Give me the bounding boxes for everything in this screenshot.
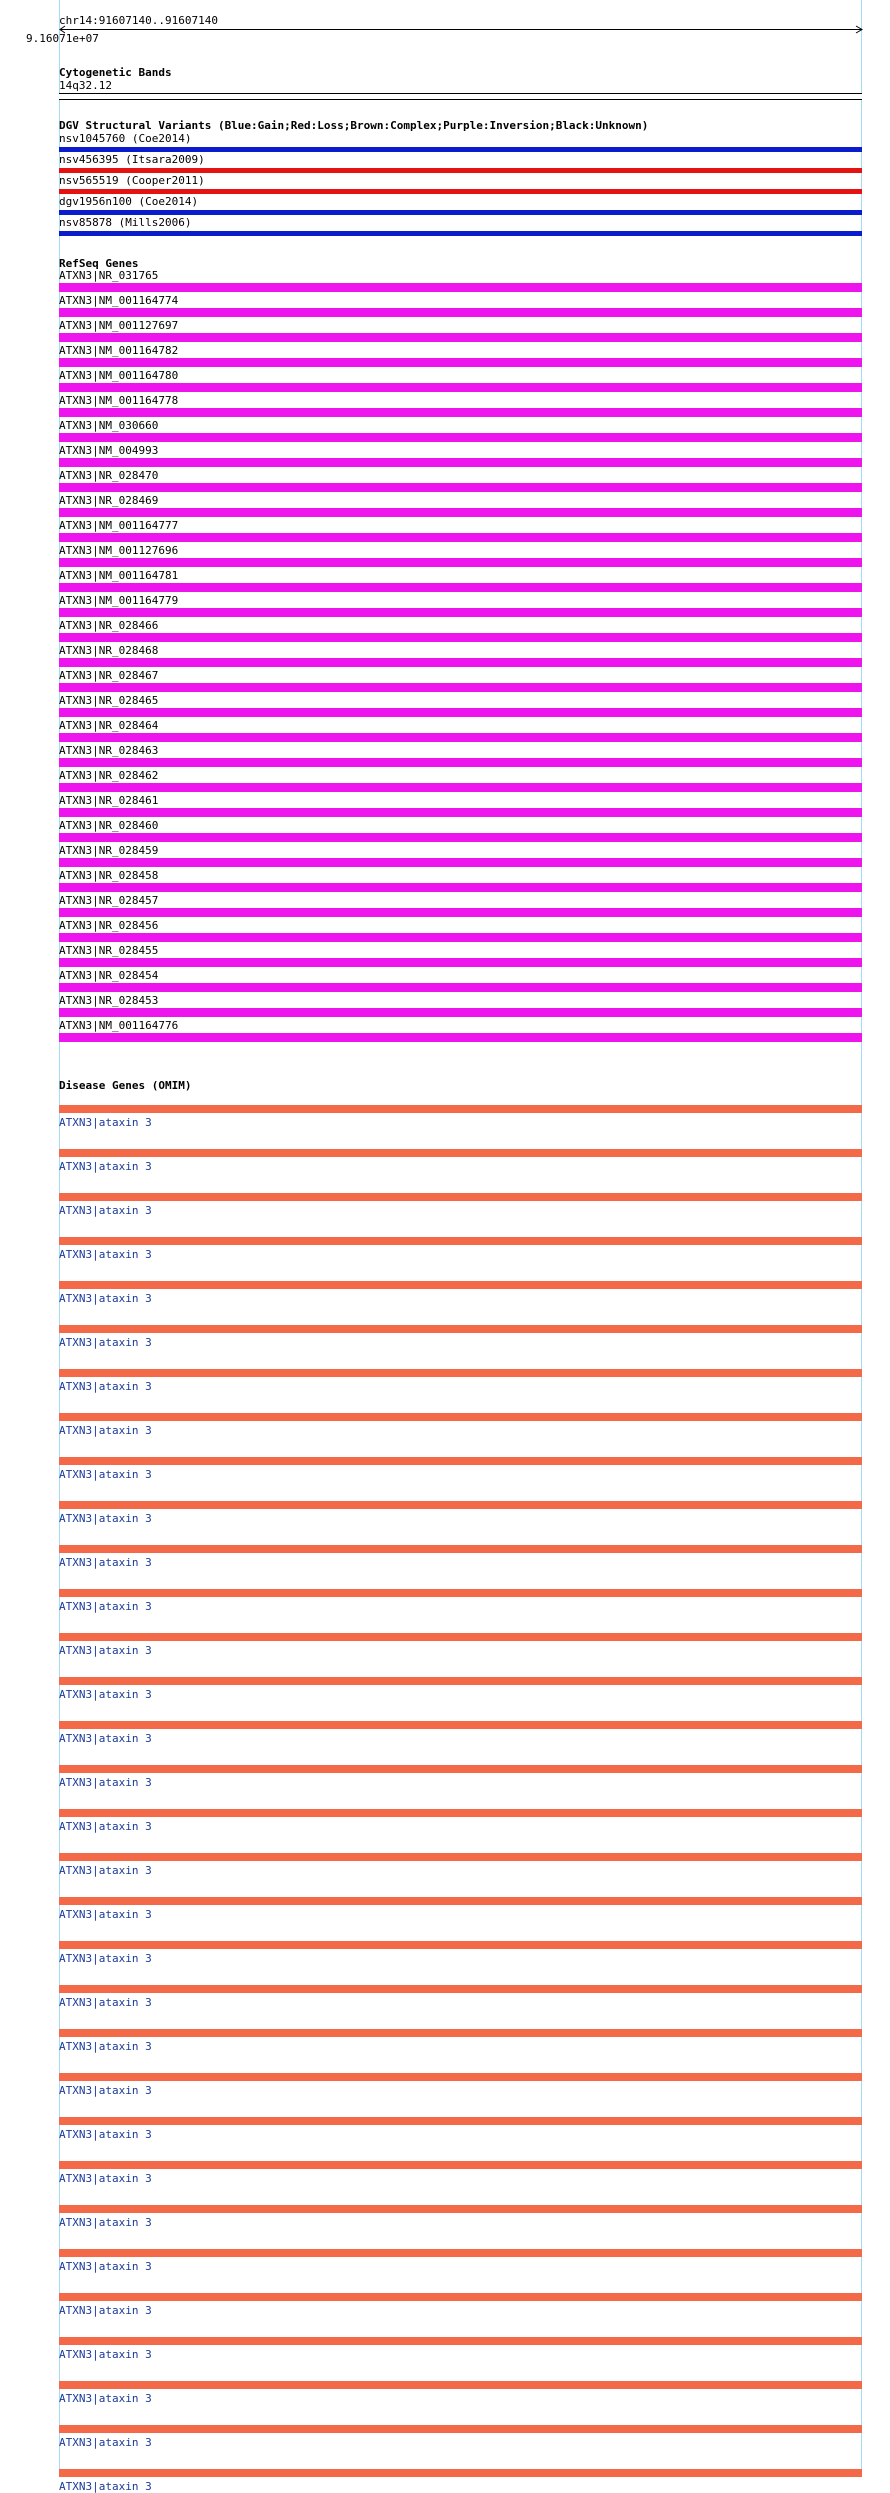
omim-gene-label[interactable]: ATXN3|ataxin 3 bbox=[59, 1468, 152, 1481]
omim-gene-label[interactable]: ATXN3|ataxin 3 bbox=[59, 1248, 152, 1261]
omim-gene-label[interactable]: ATXN3|ataxin 3 bbox=[59, 1292, 152, 1305]
refseq-gene-label[interactable]: ATXN3|NR_028467 bbox=[59, 669, 159, 682]
omim-gene-label[interactable]: ATXN3|ataxin 3 bbox=[59, 1380, 152, 1393]
refseq-gene-label[interactable]: ATXN3|NM_001127696 bbox=[59, 544, 179, 557]
omim-gene-bar[interactable] bbox=[59, 2029, 862, 2037]
coordinate-label: chr14:91607140..91607140 bbox=[59, 14, 218, 27]
refseq-gene-bar[interactable] bbox=[59, 308, 862, 317]
refseq-gene-bar[interactable] bbox=[59, 958, 862, 967]
omim-gene-bar[interactable] bbox=[59, 1501, 862, 1509]
dgv-variant-bar[interactable] bbox=[59, 189, 862, 194]
refseq-gene-bar[interactable] bbox=[59, 558, 862, 567]
omim-gene-label[interactable]: ATXN3|ataxin 3 bbox=[59, 1116, 152, 1129]
omim-gene-label[interactable]: ATXN3|ataxin 3 bbox=[59, 1732, 152, 1745]
omim-gene-bar[interactable] bbox=[59, 1941, 862, 1949]
omim-gene-bar[interactable] bbox=[59, 2249, 862, 2257]
refseq-gene-label[interactable]: ATXN3|NM_001164776 bbox=[59, 1019, 179, 1032]
omim-gene-bar[interactable] bbox=[59, 1897, 862, 1905]
omim-gene-bar[interactable] bbox=[59, 1237, 862, 1245]
refseq-gene-bar[interactable] bbox=[59, 1008, 862, 1017]
omim-gene-label[interactable]: ATXN3|ataxin 3 bbox=[59, 2128, 152, 2141]
omim-gene-label[interactable]: ATXN3|ataxin 3 bbox=[59, 1864, 152, 1877]
omim-gene-bar[interactable] bbox=[59, 1633, 862, 1641]
omim-gene-label[interactable]: ATXN3|ataxin 3 bbox=[59, 2260, 152, 2273]
dgv-variant-bar[interactable] bbox=[59, 210, 862, 215]
refseq-gene-label[interactable]: ATXN3|NM_030660 bbox=[59, 419, 159, 432]
omim-gene-bar[interactable] bbox=[59, 1545, 862, 1553]
dgv-variant-bar[interactable] bbox=[59, 147, 862, 152]
refseq-gene-bar[interactable] bbox=[59, 783, 862, 792]
refseq-gene-label[interactable]: ATXN3|NR_028464 bbox=[59, 719, 159, 732]
omim-gene-label[interactable]: ATXN3|ataxin 3 bbox=[59, 2172, 152, 2185]
omim-track-title: Disease Genes (OMIM) bbox=[59, 1079, 192, 1092]
refseq-gene-bar[interactable] bbox=[59, 808, 862, 817]
omim-gene-bar[interactable] bbox=[59, 1765, 862, 1773]
refseq-gene-bar[interactable] bbox=[59, 358, 862, 367]
refseq-gene-bar[interactable] bbox=[59, 608, 862, 617]
refseq-gene-bar[interactable] bbox=[59, 1033, 862, 1042]
dgv-variant-bar[interactable] bbox=[59, 168, 862, 173]
omim-gene-bar[interactable] bbox=[59, 1589, 862, 1597]
omim-gene-label[interactable]: ATXN3|ataxin 3 bbox=[59, 2348, 152, 2361]
omim-gene-bar[interactable] bbox=[59, 1809, 862, 1817]
omim-gene-bar[interactable] bbox=[59, 2425, 862, 2433]
omim-gene-bar[interactable] bbox=[59, 2117, 862, 2125]
omim-gene-label[interactable]: ATXN3|ataxin 3 bbox=[59, 1908, 152, 1921]
refseq-gene-label[interactable]: ATXN3|NR_028455 bbox=[59, 944, 159, 957]
omim-gene-bar[interactable] bbox=[59, 1413, 862, 1421]
omim-gene-bar[interactable] bbox=[59, 1853, 862, 1861]
refseq-gene-bar[interactable] bbox=[59, 433, 862, 442]
refseq-gene-label[interactable]: ATXN3|NR_028461 bbox=[59, 794, 159, 807]
refseq-gene-bar[interactable] bbox=[59, 708, 862, 717]
omim-gene-label[interactable]: ATXN3|ataxin 3 bbox=[59, 1996, 152, 2009]
refseq-track-title: RefSeq Genes bbox=[59, 257, 139, 270]
omim-gene-label[interactable]: ATXN3|ataxin 3 bbox=[59, 2436, 152, 2449]
refseq-gene-label[interactable]: ATXN3|NM_001164779 bbox=[59, 594, 179, 607]
omim-gene-label[interactable]: ATXN3|ataxin 3 bbox=[59, 1644, 152, 1657]
dgv-variant-label[interactable]: dgv1956n100 (Coe2014) bbox=[59, 195, 199, 208]
dgv-variant-label[interactable]: nsv1045760 (Coe2014) bbox=[59, 132, 192, 145]
cytoband-label: 14q32.12 bbox=[59, 79, 112, 92]
refseq-gene-label[interactable]: ATXN3|NR_028460 bbox=[59, 819, 159, 832]
refseq-gene-label[interactable]: ATXN3|NR_028470 bbox=[59, 469, 159, 482]
omim-gene-bar[interactable] bbox=[59, 1457, 862, 1465]
refseq-gene-bar[interactable] bbox=[59, 858, 862, 867]
refseq-gene-bar[interactable] bbox=[59, 408, 862, 417]
refseq-gene-label[interactable]: ATXN3|NR_028468 bbox=[59, 644, 159, 657]
cytoband-glyph bbox=[59, 93, 862, 100]
refseq-gene-label[interactable]: ATXN3|NM_001164774 bbox=[59, 294, 179, 307]
omim-gene-label[interactable]: ATXN3|ataxin 3 bbox=[59, 2304, 152, 2317]
dgv-variant-label[interactable]: nsv456395 (Itsara2009) bbox=[59, 153, 205, 166]
omim-gene-bar[interactable] bbox=[59, 2293, 862, 2301]
refseq-gene-bar[interactable] bbox=[59, 983, 862, 992]
refseq-gene-label[interactable]: ATXN3|NR_028456 bbox=[59, 919, 159, 932]
dgv-variant-label[interactable]: nsv85878 (Mills2006) bbox=[59, 216, 192, 229]
dgv-variant-bar[interactable] bbox=[59, 231, 862, 236]
refseq-gene-label[interactable]: ATXN3|NR_028459 bbox=[59, 844, 159, 857]
omim-gene-bar[interactable] bbox=[59, 2073, 862, 2081]
refseq-gene-bar[interactable] bbox=[59, 883, 862, 892]
refseq-gene-label[interactable]: ATXN3|NR_031765 bbox=[59, 269, 159, 282]
omim-gene-bar[interactable] bbox=[59, 1105, 862, 1113]
omim-gene-label[interactable]: ATXN3|ataxin 3 bbox=[59, 1336, 152, 1349]
refseq-gene-bar[interactable] bbox=[59, 333, 862, 342]
omim-gene-bar[interactable] bbox=[59, 1985, 862, 1993]
refseq-gene-bar[interactable] bbox=[59, 633, 862, 642]
omim-gene-label[interactable]: ATXN3|ataxin 3 bbox=[59, 1424, 152, 1437]
refseq-gene-bar[interactable] bbox=[59, 283, 862, 292]
omim-gene-label[interactable]: ATXN3|ataxin 3 bbox=[59, 1820, 152, 1833]
scale-label: 9.16071e+07 bbox=[26, 32, 99, 45]
omim-gene-label[interactable]: ATXN3|ataxin 3 bbox=[59, 1204, 152, 1217]
omim-gene-bar[interactable] bbox=[59, 1325, 862, 1333]
omim-gene-label[interactable]: ATXN3|ataxin 3 bbox=[59, 1600, 152, 1613]
omim-gene-label[interactable]: ATXN3|ataxin 3 bbox=[59, 2392, 152, 2405]
refseq-gene-label[interactable]: ATXN3|NM_001164777 bbox=[59, 519, 179, 532]
omim-gene-label[interactable]: ATXN3|ataxin 3 bbox=[59, 1776, 152, 1789]
cytoband-track-title: Cytogenetic Bands bbox=[59, 66, 172, 79]
omim-gene-bar[interactable] bbox=[59, 2205, 862, 2213]
omim-gene-bar[interactable] bbox=[59, 1281, 862, 1289]
refseq-gene-bar[interactable] bbox=[59, 483, 862, 492]
refseq-gene-bar[interactable] bbox=[59, 833, 862, 842]
omim-gene-bar[interactable] bbox=[59, 1193, 862, 1201]
ruler-arrow bbox=[59, 25, 865, 34]
omim-gene-bar[interactable] bbox=[59, 1149, 862, 1157]
omim-gene-label[interactable]: ATXN3|ataxin 3 bbox=[59, 1688, 152, 1701]
dgv-variant-label[interactable]: nsv565519 (Cooper2011) bbox=[59, 174, 205, 187]
refseq-gene-bar[interactable] bbox=[59, 933, 862, 942]
refseq-gene-label[interactable]: ATXN3|NM_004993 bbox=[59, 444, 159, 457]
refseq-gene-label[interactable]: ATXN3|NR_028453 bbox=[59, 994, 159, 1007]
refseq-gene-label[interactable]: ATXN3|NR_028465 bbox=[59, 694, 159, 707]
refseq-gene-label[interactable]: ATXN3|NR_028463 bbox=[59, 744, 159, 757]
refseq-gene-label[interactable]: ATXN3|NM_001164778 bbox=[59, 394, 179, 407]
omim-gene-bar[interactable] bbox=[59, 2161, 862, 2169]
refseq-gene-bar[interactable] bbox=[59, 533, 862, 542]
refseq-gene-label[interactable]: ATXN3|NM_001164782 bbox=[59, 344, 179, 357]
omim-gene-label[interactable]: ATXN3|ataxin 3 bbox=[59, 2084, 152, 2097]
refseq-gene-label[interactable]: ATXN3|NR_028458 bbox=[59, 869, 159, 882]
refseq-gene-label[interactable]: ATXN3|NM_001164780 bbox=[59, 369, 179, 382]
refseq-gene-bar[interactable] bbox=[59, 683, 862, 692]
refseq-gene-label[interactable]: ATXN3|NR_028454 bbox=[59, 969, 159, 982]
refseq-gene-bar[interactable] bbox=[59, 583, 862, 592]
omim-gene-label[interactable]: ATXN3|ataxin 3 bbox=[59, 1512, 152, 1525]
refseq-gene-bar[interactable] bbox=[59, 458, 862, 467]
omim-gene-label[interactable]: ATXN3|ataxin 3 bbox=[59, 1556, 152, 1569]
refseq-gene-label[interactable]: ATXN3|NM_001164781 bbox=[59, 569, 179, 582]
dgv-track-title: DGV Structural Variants (Blue:Gain;Red:Loss;Brown:Complex;Purple:Inversion;Black:Unknown) bbox=[59, 119, 649, 132]
omim-gene-bar[interactable] bbox=[59, 2337, 862, 2345]
omim-gene-bar[interactable] bbox=[59, 1721, 862, 1729]
refseq-gene-label[interactable]: ATXN3|NM_001127697 bbox=[59, 319, 179, 332]
omim-gene-label[interactable]: ATXN3|ataxin 3 bbox=[59, 2040, 152, 2053]
refseq-gene-label[interactable]: ATXN3|NR_028457 bbox=[59, 894, 159, 907]
refseq-gene-bar[interactable] bbox=[59, 508, 862, 517]
refseq-gene-bar[interactable] bbox=[59, 758, 862, 767]
refseq-gene-bar[interactable] bbox=[59, 908, 862, 917]
refseq-gene-label[interactable]: ATXN3|NR_028462 bbox=[59, 769, 159, 782]
refseq-gene-bar[interactable] bbox=[59, 383, 862, 392]
omim-gene-bar[interactable] bbox=[59, 1369, 862, 1377]
refseq-gene-label[interactable]: ATXN3|NR_028469 bbox=[59, 494, 159, 507]
refseq-gene-bar[interactable] bbox=[59, 733, 862, 742]
omim-gene-label[interactable]: ATXN3|ataxin 3 bbox=[59, 1952, 152, 1965]
omim-gene-label[interactable]: ATXN3|ataxin 3 bbox=[59, 2216, 152, 2229]
refseq-gene-label[interactable]: ATXN3|NR_028466 bbox=[59, 619, 159, 632]
omim-gene-label[interactable]: ATXN3|ataxin 3 bbox=[59, 2480, 152, 2493]
refseq-gene-bar[interactable] bbox=[59, 658, 862, 667]
omim-gene-label[interactable]: ATXN3|ataxin 3 bbox=[59, 1160, 152, 1173]
omim-gene-bar[interactable] bbox=[59, 1677, 862, 1685]
omim-gene-bar[interactable] bbox=[59, 2381, 862, 2389]
